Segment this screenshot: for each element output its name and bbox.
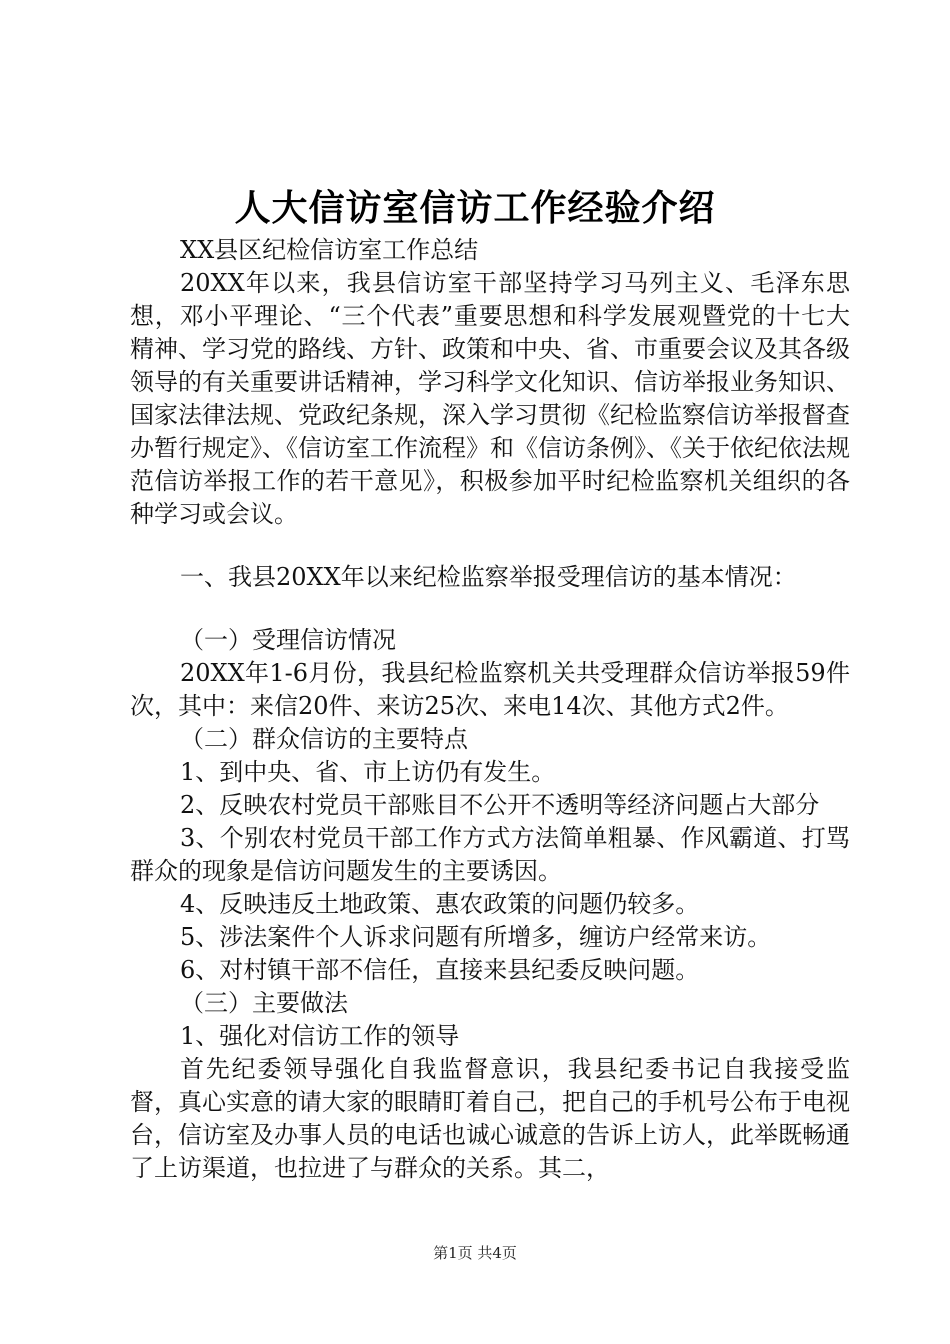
spacer (130, 594, 850, 624)
paragraph: 20XX年以来，我县信访室干部坚持学习马列主义、毛泽东思想，邓小平理论、“三个代表”重要思想和科学发展观暨党的十七大精神、学习党的路线、方针、政策和中央、省、市重要会议及其各级领导的有关重要讲话精神，学习科学文化知识、信访举报业务知识、国家法律法规、党政纪条规，深入学习贯彻《纪检监察信访举报督查办暂行规定》、《信访室工作流程》和《信访条例》、《关于依纪依法规范信访举报工作的若干意见》，积极参加平时纪检监察机关组织的各种学习或会议。 (130, 269, 850, 528)
list-item: 4、反映违反土地政策、惠农政策的问题仍较多。 (180, 890, 700, 918)
document-title: 人大信访室信访工作经验介绍 (234, 187, 716, 229)
document-subtitle: XX县区纪检信访室工作总结 (180, 236, 479, 264)
list-item: 1、到中央、省、市上访仍有发生。 (180, 758, 556, 786)
list-item: 2、反映农村党员干部账目不公开不透明等经济问题占大部分 (180, 791, 820, 819)
list-item: 3、个别农村党员干部工作方式方法简单粗暴、作风霸道、打骂群众的现象是信访问题发生的主要诱因。 (130, 824, 850, 885)
section-heading: 一、我县20XX年以来纪检监察举报受理信访的基本情况： (180, 563, 797, 591)
page-number-footer: 第1页 共4页 (433, 1244, 517, 1262)
list-item: 6、对村镇干部不信任，直接来县纪委反映问题。 (180, 956, 700, 984)
document-body (130, 234, 850, 1185)
list-item: 1、强化对信访工作的领导 (180, 1022, 460, 1050)
spacer (130, 531, 850, 561)
list-item: 5、涉法案件个人诉求问题有所增多，缠访户经常来访。 (180, 923, 772, 951)
subsection-heading: （二）群众信访的主要特点 (180, 725, 468, 753)
paragraph: 20XX年1-6月份，我县纪检监察机关共受理群众信访举报59件次，其中：来信20件、来访25次、来电14次、其他方式2件。 (130, 659, 850, 720)
paragraph: 首先纪委领导强化自我监督意识，我县纪委书记自我接受监督，真心实意的请大家的眼睛盯着自己，把自己的手机号公布于电视台，信访室及办事人员的电话也诚心诚意的告诉上访人，此举既畅通了上访渠道，也拉进了与群众的关系。其二， (130, 1055, 850, 1182)
subsection-heading: （三）主要做法 (180, 989, 348, 1017)
subsection-heading: （一）受理信访情况 (180, 626, 396, 654)
